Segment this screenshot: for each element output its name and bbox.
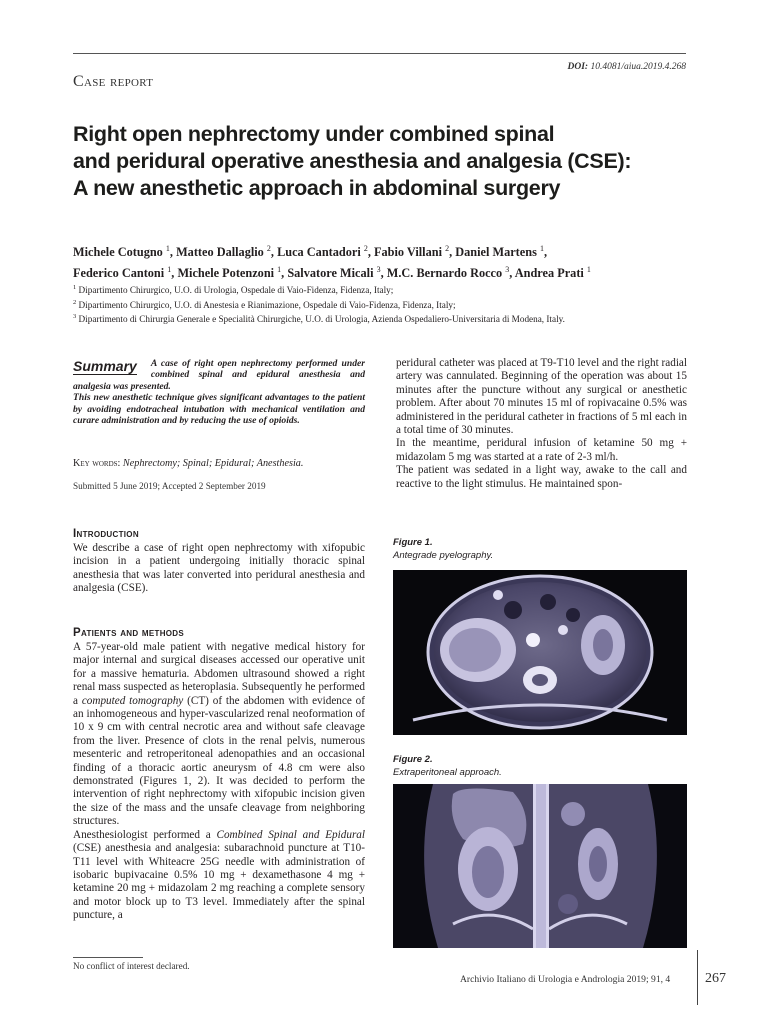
author-name: M.C. Bernardo Rocco bbox=[386, 266, 503, 281]
affiliation-number: 2 bbox=[73, 298, 77, 306]
affiliation-text: Dipartimento Chirurgico, U.O. di Urologia, Ospedale di Vaio-Fidenza, Fidenza, Italy; bbox=[78, 285, 394, 296]
author-line: Federico Cantoni $^1$, Michele Potenzoni $^1$, Salvatore Micali $^3$, M.C. Bernardo Rocco $^3$, Andrea Prati $^1$ bbox=[73, 265, 591, 281]
paragraph: peridural catheter was placed at T9-T10 level and the right radial artery was cannulated. Beginning of the operation was about 15 minutes after the puncture without any surgical or anesthetic problem. After about 70 minutes 15 ml of ropivacaine 0.5% was administered in the peridural catheter in fractions of 5 ml each in a total time of 30 minutes. bbox=[396, 357, 687, 437]
figure-2-label: Figure 2. bbox=[393, 754, 433, 765]
author-affil: 2 bbox=[266, 244, 271, 253]
author-name: Salvatore Micali bbox=[287, 266, 374, 281]
author-affil: 1 bbox=[165, 244, 170, 253]
footnote-rule bbox=[73, 957, 143, 958]
figure-1-label: Figure 1. bbox=[393, 537, 433, 548]
affiliation bbox=[73, 297, 693, 312]
summary-text: A case of right open nephrectomy performed under combined spinal and epidural anesthesia and analgesia was presented. bbox=[73, 358, 365, 392]
section-heading-introduction: Introduction bbox=[73, 528, 139, 540]
author-name: Luca Cantadori bbox=[277, 245, 361, 260]
figure-2-ct-coronal-image bbox=[393, 784, 687, 948]
keywords-label: Key words: bbox=[73, 458, 121, 469]
affiliation bbox=[73, 282, 693, 297]
author-name: Matteo Dallaglio bbox=[176, 245, 264, 260]
author-affil: 1 bbox=[277, 265, 282, 275]
conflict-footnote: No conflict of interest declared. bbox=[73, 961, 190, 971]
author-affil: 2 bbox=[363, 244, 368, 253]
paragraph bbox=[73, 641, 365, 829]
author-name: Daniel Martens bbox=[455, 245, 537, 260]
right-column-text bbox=[396, 357, 687, 491]
paragraph: In the meantime, peridural infusion of ketamine 50 mg + midazolam 5 mg was started at a rate of 2-3 ml/h. bbox=[396, 437, 687, 463]
keywords bbox=[73, 458, 365, 469]
figure-1-ct-axial-image bbox=[393, 570, 687, 735]
text-run: A 57-year-old male patient with negative medical history for major internal and surgical diseases accessed our operative unit for a massive hematuria. Abdomen ultrasound showed a right renal mass suspected as heteroplasia. Subsequently he performed a bbox=[73, 641, 365, 707]
author-affil: 3 bbox=[376, 265, 381, 275]
title-line: A new anesthetic approach in abdominal surgery bbox=[73, 176, 561, 200]
title-line: and peridural operative anesthesia and analgesia (CSE): bbox=[73, 149, 632, 173]
title-line: Right open nephrectomy under combined spinal bbox=[73, 122, 555, 146]
text-run: Anesthesiologist performed a bbox=[73, 828, 217, 841]
affiliation-text: Dipartimento di Chirurgia Generale e Specialità Chirurgiche, U.O. di Urologia, Azienda Ospedaliero-Universitaria di Modena, Italy. bbox=[78, 314, 565, 325]
text-run-italic: computed tomography bbox=[81, 694, 184, 707]
article-title bbox=[73, 121, 693, 202]
keywords-text: Nephrectomy; Spinal; Epidural; Anesthesia. bbox=[122, 458, 304, 469]
author-line: Michele Cotugno $^1$, Matteo Dallaglio $^2$, Luca Cantadori $^2$, Fabio Villani $^2$, Daniel Martens $^1$, bbox=[73, 244, 548, 260]
affiliation bbox=[73, 311, 693, 326]
author-name: Fabio Villani bbox=[374, 245, 442, 260]
affiliation-number: 3 bbox=[73, 313, 77, 321]
page-number: 267 bbox=[705, 971, 726, 986]
patients-methods-text bbox=[73, 641, 365, 923]
summary-heading: Summary bbox=[73, 358, 137, 374]
article-type: Case report bbox=[73, 73, 154, 90]
author-name: Federico Cantoni bbox=[73, 266, 165, 281]
introduction-text: We describe a case of right open nephrectomy with xifopubic incision in a patient undergoing initially thoracic spinal anesthesia that was later converted into peridural anesthesia and analgesia (CSE). bbox=[73, 542, 365, 595]
author-affil: 2 bbox=[445, 244, 450, 253]
summary-text: This new anesthetic technique gives significant advantages to the patient by avoiding endotracheal intubation with mechanical ventilation and curare administration and by reducing the use of opioids. bbox=[73, 392, 365, 427]
text-run: (CT) of the abdomen with evidence of an inhomogeneous and hyper-vascularized renal neoformation of 10 x 9 cm with central necrotic area and without safe cleavage from the liver. Presence of clots in the renal pelvis, numerous mesenteric and retroperitoneal adenopathies and an occasional finding of a thoracic aortic aneurysm of 4.8 cm were also demonstrated (Figures 1, 2). It was decided to perform the intervention of right nephrectomy with xifopubic incision given the size of the mass and the unsafe cleavage from neighboring structures. bbox=[73, 694, 365, 828]
text-run: (CSE) anesthesia and analgesia: subarachnoid puncture at T10-T11 level with Whiteacre 25G needle with administration of isobaric bupivacaine 0.5% 10 mg + dexamethasone 4 mg + ketamine 20 mg + midazolam 2 mg reaching a complete sensory and motor block up to T3 level. Immediately after the spinal puncture, a bbox=[73, 842, 365, 922]
submission-dates: Submitted 5 June 2019; Accepted 2 September 2019 bbox=[73, 481, 266, 491]
affiliation-text: Dipartimento Chirurgico, U.O. di Anestesia e Rianimazione, Ospedale di Vaio-Fidenza, Fidenza, Italy; bbox=[78, 299, 456, 310]
author-affil: 1 bbox=[167, 265, 172, 275]
ct-coronal-scan-graphic bbox=[393, 784, 687, 948]
section-heading-patients-methods: Patients and methods bbox=[73, 627, 185, 639]
affiliations bbox=[73, 282, 693, 326]
author-name: Andrea Prati bbox=[514, 266, 584, 281]
author-affil: 1 bbox=[586, 265, 591, 275]
figure-1-caption: Antegrade pyelography. bbox=[393, 550, 494, 561]
header-rule bbox=[73, 53, 686, 54]
author-affil: 3 bbox=[505, 265, 510, 275]
paragraph bbox=[73, 829, 365, 923]
doi-value[interactable]: 10.4081/aiua.2019.4.268 bbox=[590, 62, 686, 72]
ct-axial-scan-graphic bbox=[393, 570, 687, 735]
paragraph: The patient was sedated in a light way, awake to the call and reactive to the light stimulus. He maintained spon- bbox=[396, 464, 687, 490]
journal-citation: Archivio Italiano di Urologia e Andrologia 2019; 91, 4 bbox=[460, 974, 671, 985]
author-list bbox=[73, 240, 693, 282]
figure-2-caption: Extraperitoneal approach. bbox=[393, 767, 502, 778]
doi[interactable] bbox=[568, 62, 687, 72]
summary-block bbox=[73, 358, 365, 426]
footer-divider bbox=[697, 950, 698, 1005]
author-affil: 1 bbox=[539, 244, 544, 253]
author-name: Michele Cotugno bbox=[73, 245, 163, 260]
affiliation-number: 1 bbox=[73, 284, 77, 291]
author-name: Michele Potenzoni bbox=[177, 266, 275, 281]
text-run-italic: Combined Spinal and Epidural bbox=[216, 828, 365, 841]
doi-label: DOI: bbox=[567, 62, 589, 72]
